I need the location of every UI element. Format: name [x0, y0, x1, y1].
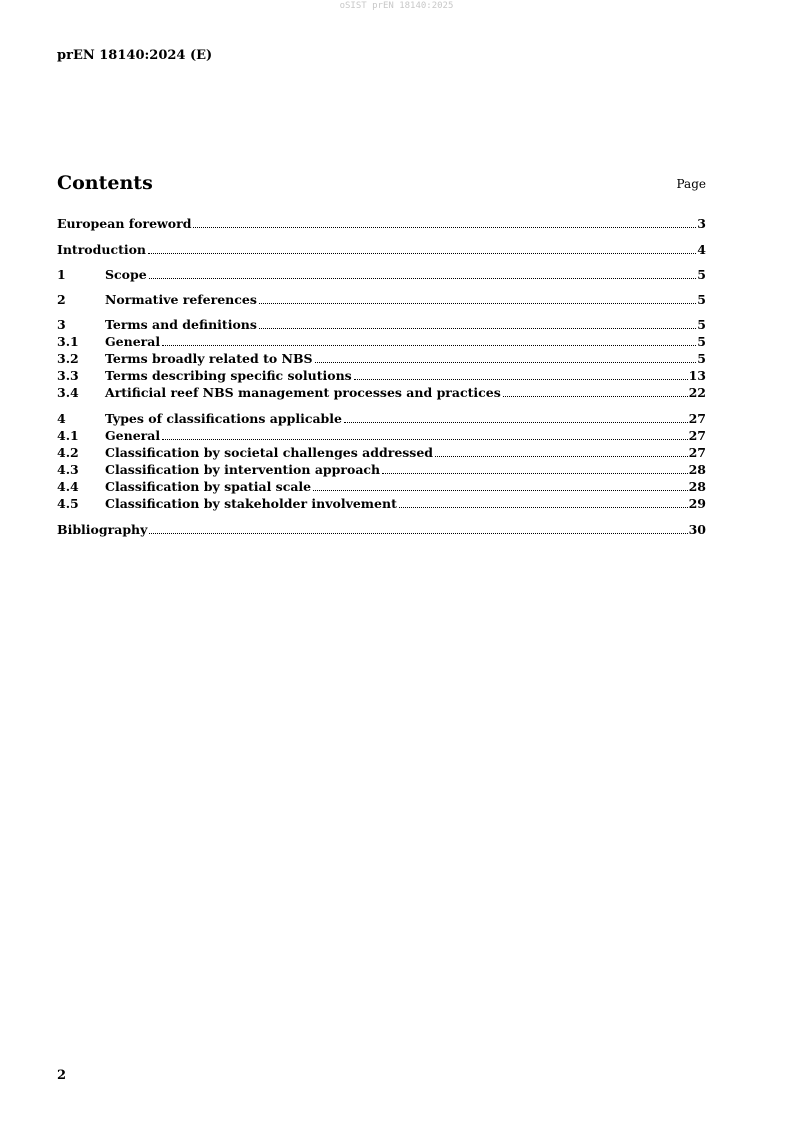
toc-leader-dots: [399, 505, 688, 508]
toc-leader-dots: [344, 420, 688, 423]
toc-entry-4-2-societal-challenges[interactable]: [57, 444, 706, 461]
toc-entry-3-4-artificial-reef[interactable]: [57, 384, 706, 401]
toc-entry-page: 5: [697, 292, 706, 307]
toc-entry-scope[interactable]: [57, 266, 706, 283]
toc-entry-european-foreword[interactable]: [57, 215, 706, 232]
toc-entry-page: 22: [688, 385, 706, 400]
toc-leader-dots: [503, 394, 688, 397]
toc-entry-text: Terms and definitions: [105, 317, 257, 332]
toc-entry-number: 4.5: [57, 496, 79, 511]
toc-entry-page: 3: [697, 216, 706, 231]
toc-entry-text: Classification by spatial scale: [105, 479, 312, 494]
toc-entry-text: Terms broadly related to NBS: [105, 351, 313, 366]
toc-entry-number: 2: [57, 292, 66, 307]
toc-entry-number: 4.4: [57, 479, 79, 494]
toc-entry-number: 3.4: [57, 385, 79, 400]
toc-entry-page: 5: [697, 317, 706, 332]
toc-entry-introduction[interactable]: [57, 241, 706, 258]
toc-leader-dots: [315, 360, 697, 363]
toc-entry-number: 3: [57, 317, 66, 332]
toc-entry-text: General: [105, 428, 161, 443]
toc-entry-normative-references[interactable]: [57, 291, 706, 308]
toc-entry-text: European foreword: [57, 216, 192, 231]
toc-entry-3-3-specific-solutions[interactable]: [57, 367, 706, 384]
toc-entry-text: Bibliography: [57, 522, 148, 537]
toc-entry-4-4-spatial-scale[interactable]: [57, 478, 706, 495]
toc-entry-text: Normative references: [105, 292, 257, 307]
toc-leader-dots: [354, 377, 688, 380]
toc-entry-page: 5: [697, 334, 706, 349]
toc-entry-text: Classification by stakeholder involvement: [105, 496, 397, 511]
toc-entry-4-1-general[interactable]: [57, 427, 706, 444]
toc-entry-text: Classification by intervention approach: [105, 462, 381, 477]
toc-leader-dots: [435, 454, 688, 457]
toc-leader-dots: [259, 326, 696, 329]
toc-leader-dots: [313, 488, 687, 491]
toc-leader-dots: [149, 276, 697, 279]
toc-entry-number: 4.2: [57, 445, 79, 460]
toc-leader-dots: [259, 301, 696, 304]
toc-entry-number: 3.1: [57, 334, 79, 349]
toc-entry-page: 13: [688, 368, 706, 383]
toc-entry-page: 5: [697, 351, 706, 366]
toc-entry-page: 5: [697, 267, 706, 282]
toc-entry-4-5-stakeholder-involvement[interactable]: [57, 495, 706, 512]
toc-entry-text: Classification by societal challenges addressed: [105, 445, 434, 460]
toc-title: Contents: [57, 172, 153, 194]
toc-entry-text: Introduction: [57, 242, 147, 257]
toc-leader-dots: [149, 531, 687, 534]
document-id: prEN 18140:2024 (E): [57, 48, 213, 63]
toc-entry-number: 4.3: [57, 462, 79, 477]
toc-entry-number: 3.3: [57, 368, 79, 383]
toc-entry-page: 28: [688, 479, 706, 494]
page-number: 2: [57, 1068, 67, 1083]
toc-entry-page: 27: [688, 445, 706, 460]
toc-entry-number: 4.1: [57, 428, 79, 443]
toc-header: [57, 172, 706, 198]
toc-entry-terms-and-definitions[interactable]: [57, 316, 706, 333]
toc-entry-page: 4: [697, 242, 706, 257]
toc-leader-dots: [162, 437, 687, 440]
toc-entry-page: 27: [688, 428, 706, 443]
toc-entry-text: Terms describing specific solutions: [105, 368, 352, 383]
toc-entry-3-2-terms-nbs[interactable]: [57, 350, 706, 367]
toc-entry-page: 27: [688, 411, 706, 426]
toc-leader-dots: [162, 343, 696, 346]
toc-entry-text: Scope: [105, 267, 147, 282]
toc-entry-page: 30: [688, 522, 706, 537]
toc-leader-dots: [193, 225, 696, 228]
toc-entry-text: Types of classifications applicable: [105, 411, 342, 426]
toc-entry-text: Artificial reef NBS management processes and practices: [105, 385, 501, 400]
toc-entry-page: 29: [688, 496, 706, 511]
toc-entry-number: 1: [57, 267, 66, 282]
toc-entry-number: 3.2: [57, 351, 79, 366]
toc-entry-4-3-intervention-approach[interactable]: [57, 461, 706, 478]
toc-entry-types-of-classifications[interactable]: [57, 410, 706, 427]
toc-leader-dots: [382, 471, 687, 474]
toc-page-label: Page: [676, 177, 706, 191]
toc-entry-number: 4: [57, 411, 66, 426]
toc-entry-bibliography[interactable]: [57, 521, 706, 538]
toc-entry-text: General: [105, 334, 161, 349]
toc-entry-3-1-general[interactable]: [57, 333, 706, 350]
toc-leader-dots: [148, 251, 696, 254]
watermark: oSIST prEN 18140:2025: [339, 1, 454, 11]
toc-entry-page: 28: [688, 462, 706, 477]
